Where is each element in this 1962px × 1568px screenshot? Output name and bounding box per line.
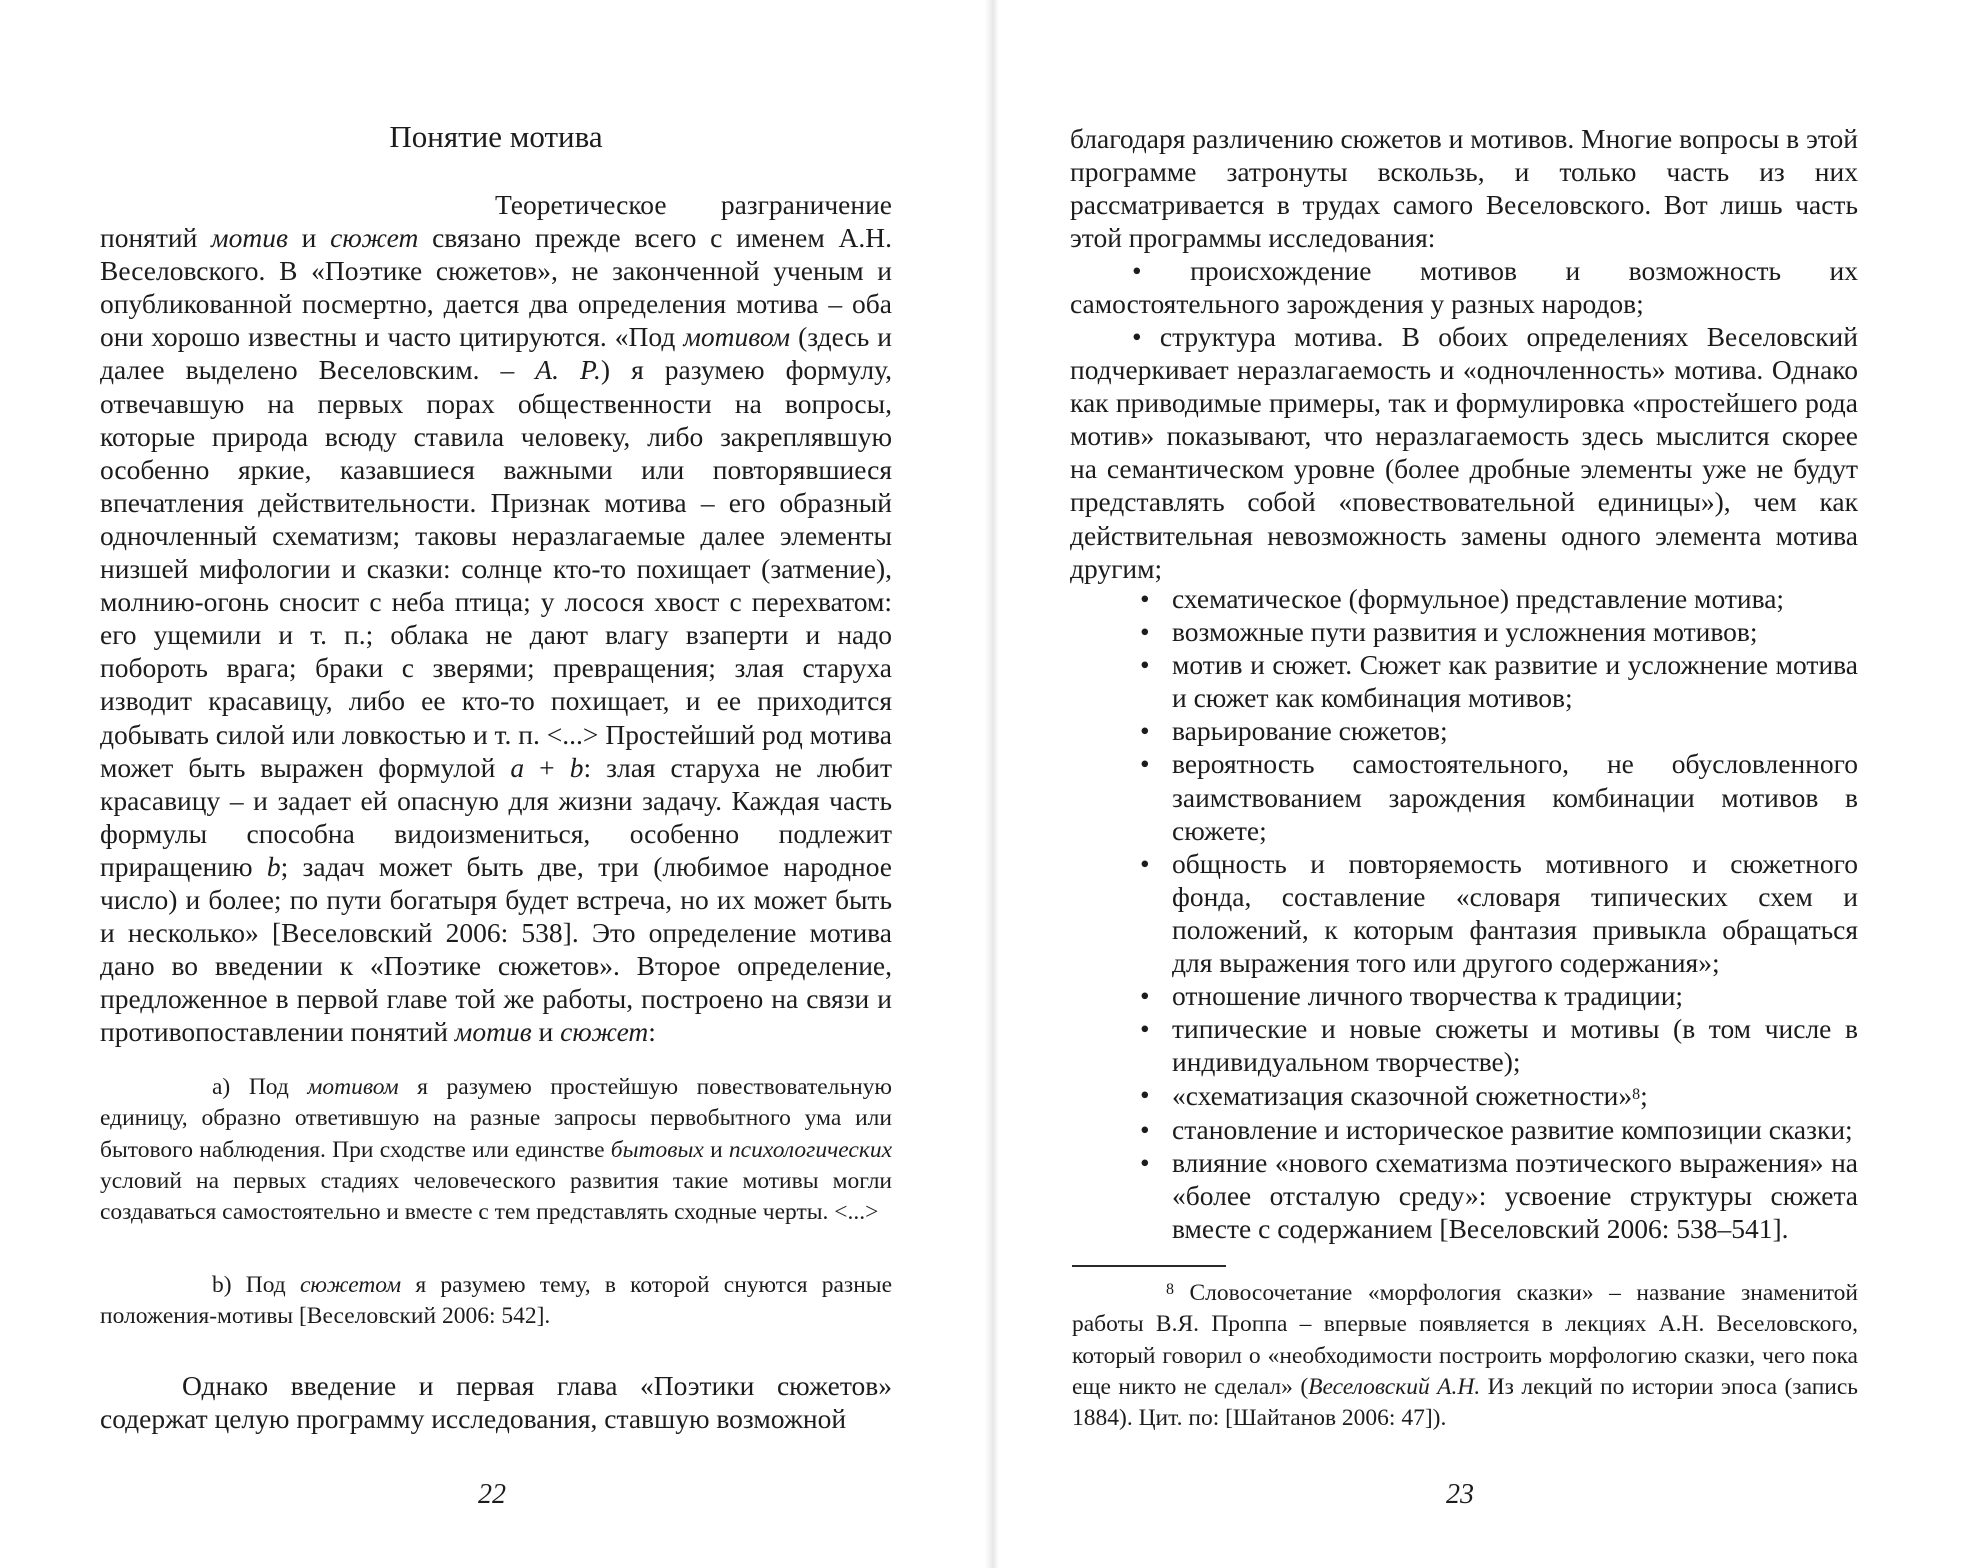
- paragraph-continuation: благодаря различению сюжетов и мотивов. Многие вопросы в этой программе затронуты вскользь, и только часть из них рассматривается в трудах самого Веселовского. Вот лишь часть этой программы исследования:: [1070, 123, 1858, 254]
- footnote-reference[interactable]: 8: [1632, 1086, 1641, 1104]
- paragraph-program: Однако введение и первая глава «Поэтики сюжетов» содержат целую программу исследования, ставшую возможной: [100, 1370, 892, 1435]
- footnote-8: $^8$ Словосочетание «морфология сказки» – название знаменитой работы В.Я. Проппа – впервые появляется в лекциях А.Н. Веселовского, который говорил о «необходимости построить морфологию сказки, чего пока еще никто не сделал» (Веселовский А.Н. Из лекций по истории эпоса (запись 1884). Цит. по: [Шайтанов 2006: 47]).: [1072, 1280, 1858, 1432]
- quote-b: b) Под сюжетом я разумею тему, в которой снуются разные положения-мотивы [Веселовский 2006: 542].: [100, 1272, 893, 1330]
- bullet-paragraph-structure: • структура мотива. В обоих определениях Веселовский подчеркивает неразлагаемость и «одночленность» мотива. Однако как приводимые примеры, так и формулировка «простейшего рода мотив» показывают, что неразлагаемость здесь мыслится скорее на семантическом уровне (более дробные элементы уже не будут представлять собой «повествовательной единицы»), чем как действительная невозможность замены одного элемента мотива другим;: [1070, 321, 1858, 584]
- list-item: • мотив и сюжет. Сюжет как развитие и усложнение мотива и сюжет как комбинация мотивов;: [1140, 648, 1858, 714]
- page-number: 23: [1446, 1479, 1474, 1510]
- list-item: • влияние «нового схематизма поэтического выражения» на «более отсталую среду»: усвоение структуры сюжета вместе с содержанием [Веселовский 2006: 538–541].: [1140, 1146, 1858, 1245]
- book-gutter: [985, 0, 999, 1568]
- footnote-divider: [1072, 1265, 1226, 1267]
- page-number: 22: [478, 1479, 506, 1510]
- list-item: • отношение личного творчества к традиции;: [1140, 979, 1858, 1012]
- list-item: • становление и историческое развитие композиции сказки;: [1140, 1113, 1858, 1146]
- page-heading: Понятие мотива: [389, 119, 603, 154]
- footnote-number: 8: [1166, 1281, 1174, 1298]
- paragraph-motif-definition: Теоретическое разграничение понятий мотив и сюжет связано прежде всего с именем А.Н. Веселовского. В «Поэтике сюжетов», не законченной ученым и опубликованной посмертно, дается два определения мотива – оба они хорошо известны и часто цитируются. «Под мотивом (здесь и далее выделено Веселовским. – А. Р.) я разумею формулу, отвечавшую на первых порах общественности на вопросы, которые природа всюду ставила человеку, либо закреплявшую особенно яркие, казавшиеся важными или повторявшиеся впечатления действительности. Признак мотива – его образный одночленный схематизм; таковы неразлагаемые далее элементы низшей мифологии и сказки: солнце кто-то похищает (затмение), молнию-огонь сносит с неба птица; у лосося хвост с перехватом: его ущемили и т. п.; облака не дают влагу взаперти и надо побороть врага; браки с зверями; превращения; злая старуха изводит красавицу, либо ее кто-то похищает, и ее приходится добывать силой или ловкостью и т. п. <...> Простейший род мотива может быть выражен формулой a + b: злая старуха не любит красавицу – и задает ей опасную для жизни задачу. Каждая часть формулы способна видоизмениться, особенно подлежит приращению b; задач может быть две, три (любимое народное число) и более; по пути богатыря будет встреча, но их может быть и несколько» [Веселовский 2006: 538]. Это определение мотива дано во введении к «Поэтике сюжетов». Второе определение, предложенное в первой главе той же работы, построено на связи и противопоставлении понятий мотив и сюжет:: [100, 189, 893, 1048]
- list-item: • общность и повторяемость мотивного и сюжетного фонда, составление «словаря типических схем и положений, к которым фантазия привыкла обращаться для выражения того или другого содержания»;: [1140, 847, 1858, 979]
- list-item: • вероятность самостоятельного, не обусловленного заимствованием зарождения комбинации мотивов в сюжете;: [1140, 747, 1858, 846]
- list-item: • возможные пути развития и усложнения мотивов;: [1140, 615, 1858, 648]
- quote-a: a) Под мотивом я разумею простейшую повествовательную единицу, образно ответившую на разные запросы первобытного ума или бытового наблюдения. При сходстве или единстве бытовых и психологических условий на первых стадиях человеческого развития такие мотивы могли создаваться самостоятельно и вместе с тем представлять сходные черты. <...>: [100, 1074, 892, 1226]
- bullet-paragraph-origin: • происхождение мотивов и возможность их самостоятельного зарождения у разных народов;: [1070, 255, 1858, 320]
- list-item: • типические и новые сюжеты и мотивы (в том числе в индивидуальном творчестве);: [1140, 1012, 1858, 1078]
- list-item: • «схематизация сказочной сюжетности»$^8$;: [1140, 1078, 1858, 1112]
- list-item: • схематическое (формульное) представление мотива;: [1140, 582, 1858, 615]
- research-program-list: [1140, 582, 1858, 1245]
- list-item: • варьирование сюжетов;: [1140, 714, 1858, 747]
